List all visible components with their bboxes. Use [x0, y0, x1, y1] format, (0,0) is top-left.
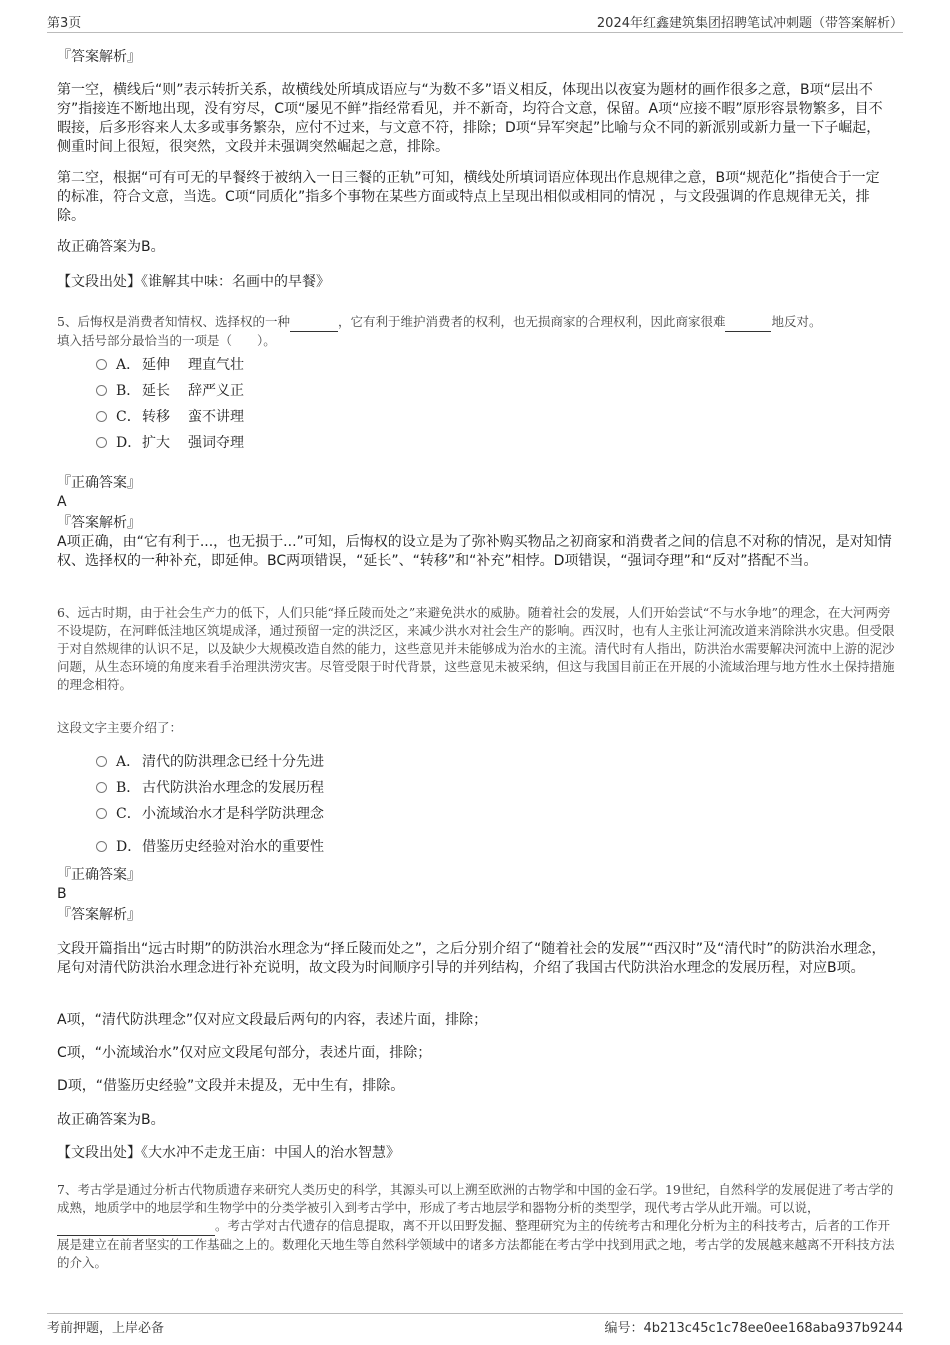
q6-source-label: 【文段出处】 [57, 1145, 141, 1161]
q6-analysis-para1: 文段开篇指出“远古时期”的防洪治水理念为“择丘陵而处之”，之后分别介绍了“随着社会的发展”“西汉时”及“清代时”的防洪治水理念，尾句对清代防洪治水理念进行补充说明，故文段为时间顺序引导的并列结构，介绍了我国古代防洪治水理念的发展历程，对应B项。 [57, 941, 886, 976]
q5-option-a[interactable]: A． 延伸 理直气壮 [96, 355, 244, 375]
radio-icon[interactable] [96, 411, 107, 422]
page-footer [47, 1313, 903, 1338]
q5-option-c[interactable]: C．转移 蛮不讲理 [96, 407, 244, 427]
q4-analysis-label: 『答案解析』 [57, 49, 141, 65]
q6-option-c[interactable]: C．小流域治水才是科学防洪理念 [96, 804, 324, 824]
radio-icon[interactable] [96, 359, 107, 370]
radio-icon[interactable] [96, 385, 107, 396]
q6-conclusion: 故正确答案为B。 [57, 1112, 165, 1128]
q6-instruction: 这段文字主要介绍了： [57, 720, 183, 735]
q6-stem: 6、远古时期，由于社会生产力的低下，人们只能“择丘陵而处之”来避免洪水的威胁。随着社会的发展，人们开始尝试“不与水争地”的理念，在大河两旁不设堤防，在河畔低洼地区筑堤成泽，通过预留一定的洪泛区，来减少洪水对社会生产的影响。西汉时，也有人主张让河流改道来消除洪水灾患。但受限于对自然规律的认识不足，以及缺少大规模改造自然的能力，这些意见并未能够成为治水的主流。清代时有人指出，防洪治水需要解决河流中上游的泥沙问题，从生态环境的角度来看手治理洪涝灾害。尽管受限于时代背景，这些意见未被采纳，但这与我国目前正在开展的小流域治理与地方性水土保持措施的理念相符。 [57, 605, 895, 692]
q6-analysis-para2: A项，“清代防洪理念”仅对应文段最后两句的内容，表述片面，排除； [57, 1012, 488, 1028]
page-header [47, 12, 903, 33]
q4-source [57, 273, 892, 292]
radio-icon[interactable] [96, 782, 107, 793]
q6-option-b[interactable]: B． 古代防洪治水理念的发展历程 [96, 778, 324, 798]
radio-icon[interactable] [96, 437, 107, 448]
q5-option-b[interactable]: B． 延长 辞严义正 [96, 381, 244, 401]
q4-analysis-para1: 第一空，横线后“则”表示转折关系，故横线处所填成语应与“为数不多”语义相反，体现出以夜宴为题材的画作很多之意，B项“层出不穷”指接连不断地出现，没有穷尽，C项“屡见不鲜”指经常看见，并不新奇，均符合文意，保留。A项“应接不暇”原形容景物繁多，目不暇接，后多形容来人太多或事务繁杂，应付不过来，与文意不符，排除；D项“异军突起”比喻与众不同的新派别或新力量一下子崛起，侧重时间上很短，很突然，文段并未强调突然崛起之意，排除。 [57, 82, 883, 155]
document-title: 2024年红鑫建筑集团招聘笔试冲刺题（带答案解析） [596, 16, 903, 31]
q5-answer-label: 『正确答案』 [57, 475, 141, 491]
q4-source-label: 【文段出处】 [57, 274, 141, 290]
q6-answer-label: 『正确答案』 [57, 867, 141, 883]
page-number: 第3页 [47, 16, 82, 31]
q6-answer: B [57, 886, 67, 902]
q5-blank-1 [290, 313, 338, 332]
q4-analysis-para2: 第二空，根据“可有可无的早餐终于被纳入一日三餐的正轨”可知，横线处所填词语应体现出作息规律之意，B项“规范化”指使合于一定的标准，符合文意，当选。C项“同质化”指多个事物在某些方面或特点上呈现出相似或相同的情况 ，与文段强调的作息规律无关，排除。 [57, 170, 880, 224]
footer-slogan: 考前押题，上岸必备 [47, 1321, 165, 1336]
q5-instruction: 填入括号部分最恰当的一项是（ ）。 [57, 333, 276, 348]
q5-answer: A [57, 494, 67, 510]
q6-analysis-para3: C项，“小流域治水”仅对应文段尾句部分，表述片面，排除； [57, 1045, 432, 1061]
q6-analysis-label: 『答案解析』 [57, 907, 141, 923]
q6-source-title: 《大水冲不走龙王庙：中国人的治水智慧》 [141, 1145, 400, 1161]
radio-icon[interactable] [96, 808, 107, 819]
q7-blank [57, 1217, 215, 1236]
footer-doc-id: 编号：4b213c45c1c78ee0ee168aba937b9244 [604, 1321, 903, 1336]
q4-source-title: 《谁解其中味：名画中的早餐》 [141, 274, 330, 290]
q5-stem: 5、后悔权是消费者知情权、选择权的一种 ，它有利于维护消费者的权利，也无损商家的合理权利，因此商家很难 地反对。 填入括号部分最恰当的一项是（ ）。 [57, 314, 822, 348]
q5-analysis-label: 『答案解析』 [57, 515, 141, 531]
q6-source [57, 1144, 892, 1163]
q4-conclusion: 故正确答案为B。 [57, 239, 165, 255]
q5-analysis: A项正确，由“它有利于...，也无损于...”可知，后悔权的设立是为了弥补购买物品之初商家和消费者之间的信息不对称的情况，是对知情权、选择权的一种补充，即延伸。BC两项错误，“延长”、“转移”和“补充”相悖。D项错误，“强词夺理”和“反对”搭配不当。 [57, 534, 892, 569]
q5-blank-2 [725, 313, 771, 332]
radio-icon[interactable] [96, 756, 107, 767]
q7-stem: 7、考古学是通过分析古代物质遗存来研究人类历史的科学，其源头可以上溯至欧洲的古物学和中国的金石学。19世纪，自然科学的发展促进了考古学的成熟，地质学中的地层学和生物学中的分类学被引入到考古学中，形成了考古地层学和器物分析的类型学，现代考古学从此开端。可以说， 。考古学对古代遗存的信息提取，离不开以田野发掘、整理研究为主的传统考古和理化分析为主的科技考古，后者的工作开展是建立在前者坚实的工作基础之上的。数理化天地生等自然科学领域中的诸多方法都能在考古学中找到用武之地，考古学的发展越来越离不开科技方法的介入。 [57, 1182, 895, 1270]
radio-icon[interactable] [96, 841, 107, 852]
q6-analysis-para4: D项，“借鉴历史经验”文段并未提及，无中生有，排除。 [57, 1078, 405, 1094]
q6-option-a[interactable]: A． 清代的防洪理念已经十分先进 [96, 752, 324, 772]
q5-option-d[interactable]: D．扩大 强词夺理 [96, 433, 244, 453]
q6-option-d[interactable]: D．借鉴历史经验对治水的重要性 [96, 837, 324, 857]
